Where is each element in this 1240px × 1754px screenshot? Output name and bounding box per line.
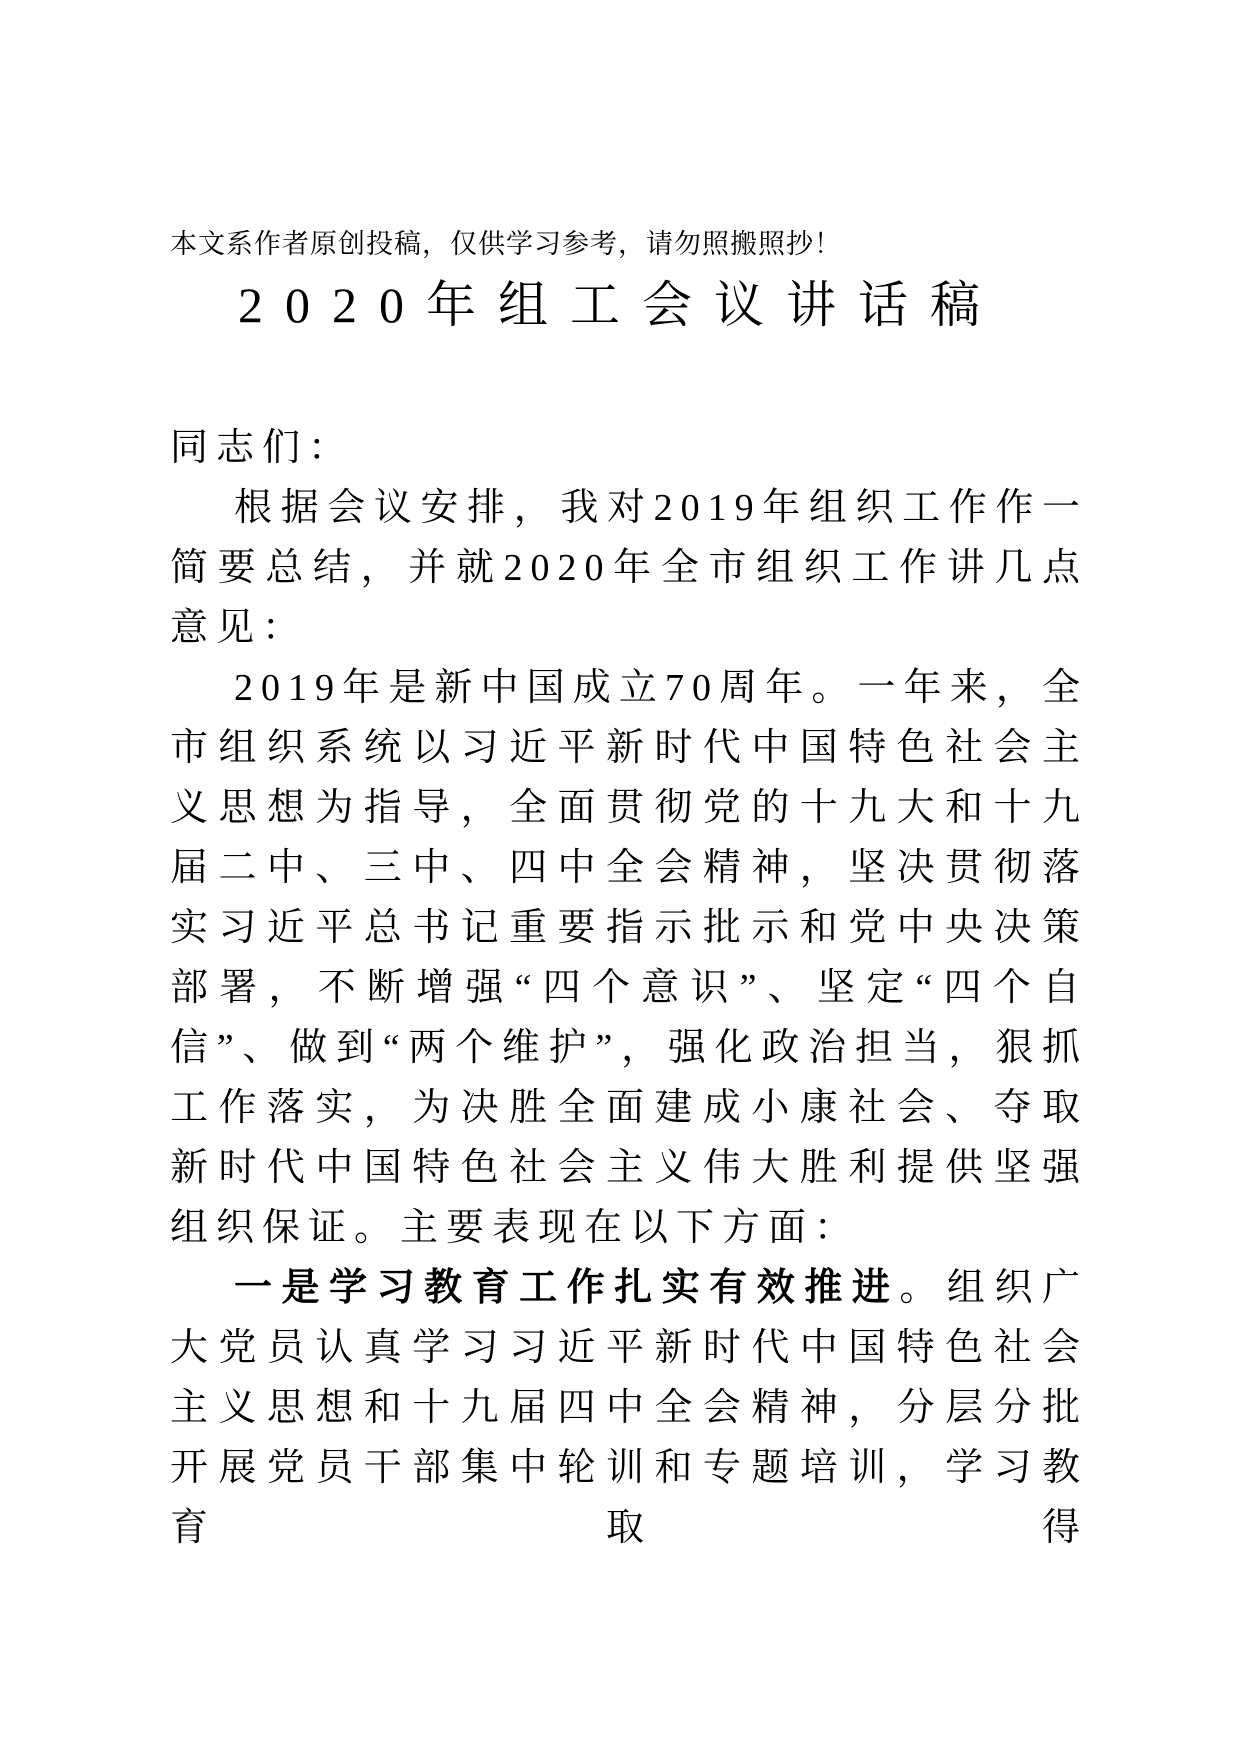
- document-title: 2020年组工会议讲话稿: [238, 277, 1002, 333]
- paragraph: [170, 418, 1088, 478]
- paragraph: [170, 658, 1088, 1258]
- text-run: 根据会议安排，我对2019年组织工作作一简要总结，并就2020年全市组织工作讲几点意见：: [170, 487, 1088, 649]
- text-run: 。组织广大党员认真学习习近平新时代中国特色社会主义思想和十九届四中全会精神，分层分批开展党员干部集中轮训和专题培训，学习教育取得: [170, 1267, 1088, 1549]
- bold-text-run: 一是学习教育工作扎实有效推进: [234, 1267, 900, 1309]
- disclaimer-note: 本文系作者原创投稿，仅供学习参考，请勿照搬照抄！: [170, 229, 842, 259]
- paragraph: [170, 1258, 1088, 1558]
- text-run: 2019年是新中国成立70周年。一年来，全市组织系统以习近平新时代中国特色社会主义思想为指导，全面贯彻党的十九大和十九届二中、三中、四中全会精神，坚决贯彻落实习近平总书记重要指示批示和党中央决策部署，不断增强“四个意识”、坚定“四个自信”、做到“两个维护”，强化政治担当，狠抓工作落实，为决胜全面建成小康社会、夺取新时代中国特色社会主义伟大胜利提供坚强组织保证。主要表现在以下方面：: [170, 667, 1088, 1249]
- text-run: 同志们：: [170, 427, 355, 469]
- document-body: [170, 418, 1088, 1558]
- paragraph: [170, 478, 1088, 658]
